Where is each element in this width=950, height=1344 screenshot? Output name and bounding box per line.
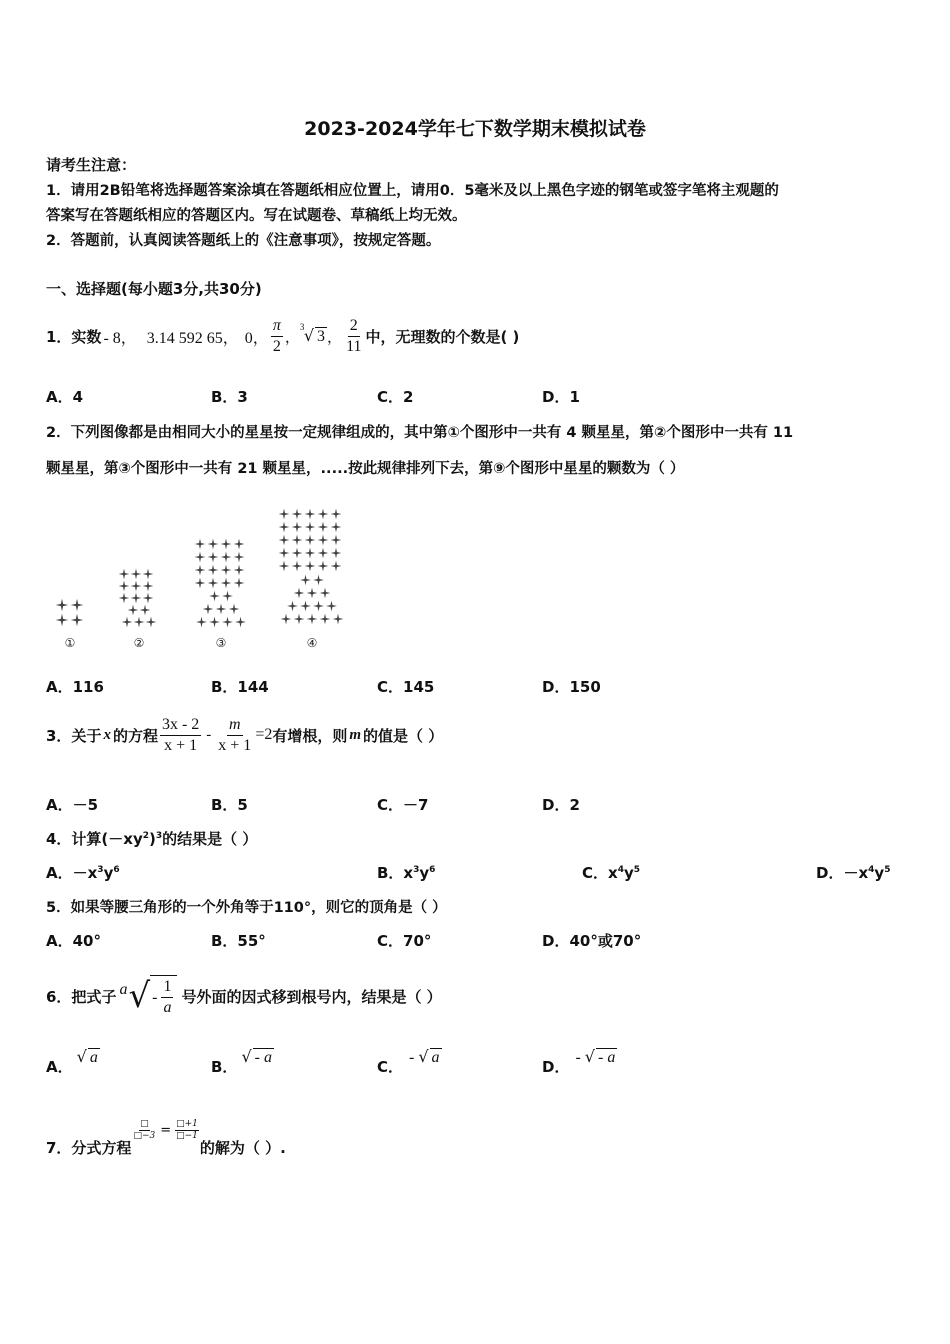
q4-b-y: y <box>419 864 430 882</box>
figure-label-1: ① <box>64 636 76 650</box>
star-mark <box>122 617 133 628</box>
star-mark <box>234 539 245 550</box>
q7-suffix: 的解为（ ）. <box>199 1139 286 1157</box>
star-mark <box>119 593 130 604</box>
q4-a-y: y <box>103 864 114 882</box>
q1-cube-root: 3 √ 3 <box>299 322 326 345</box>
star-mark <box>305 561 316 572</box>
q2-option-d[interactable]: D．150 <box>542 678 601 696</box>
q4-option-a[interactable] <box>46 862 120 883</box>
star-mark <box>326 601 337 612</box>
question-4 <box>46 828 257 849</box>
star-mark <box>234 552 245 563</box>
star-mark <box>292 548 303 559</box>
star-mark <box>216 604 227 615</box>
star-mark <box>307 588 318 599</box>
q4-a-exp2: 6 <box>113 865 120 875</box>
q4-sup-1: 2 <box>142 831 150 841</box>
star-mark <box>292 561 303 572</box>
q3-suffix-1: 有增根，则 <box>272 726 348 745</box>
q4-a-base: A．－x <box>46 864 98 882</box>
star-pattern <box>56 509 344 628</box>
star-mark <box>195 578 206 589</box>
star-mark <box>71 599 84 612</box>
q6-option-d[interactable] <box>542 1045 617 1077</box>
q3-suffix-2: 的值是（ ） <box>363 726 444 745</box>
star-mark <box>56 614 69 627</box>
star-mark <box>221 565 232 576</box>
q6-a-radicand: a <box>89 1049 98 1066</box>
q6-b-label: B． <box>211 1058 238 1076</box>
star-mark <box>287 601 298 612</box>
star-mark <box>131 581 142 592</box>
star-mark <box>313 575 324 586</box>
star-mark <box>128 605 139 616</box>
question-1 <box>46 304 519 368</box>
star-mark <box>203 604 214 615</box>
q6-c-radicand: a <box>431 1049 440 1066</box>
figure-label-3: ③ <box>215 636 227 650</box>
q4-b-base: B．x <box>377 864 414 882</box>
star-mark <box>119 581 130 592</box>
q1-neg8: - 8， <box>103 329 137 347</box>
star-mark <box>318 522 329 533</box>
q6-a-label: A． <box>46 1058 73 1076</box>
q1-comma-2: ， <box>327 327 343 346</box>
star-mark <box>208 578 219 589</box>
q6-suffix: 号外面的因式移到根号内，结果是（ ） <box>181 987 442 1006</box>
star-mark <box>279 509 290 520</box>
q7-l-num: □ <box>140 1119 149 1129</box>
q3-option-d[interactable]: D．2 <box>542 796 580 814</box>
q1-option-a[interactable]: A．4 <box>46 388 84 406</box>
star-mark <box>143 569 154 580</box>
q4-d-exp1: 4 <box>868 865 875 875</box>
q3-mid: 的方程 <box>112 726 158 745</box>
star-mark <box>208 565 219 576</box>
q7-r-num: □+1 <box>176 1119 198 1129</box>
star-mark <box>234 578 245 589</box>
notice-line-1: 1．请用2B铅笔将选择题答案涂填在答题纸相应位置上，请用0．5毫米及以上黑色字迹的钢笔或签字笔将主观题的 <box>46 183 779 199</box>
q4-b-exp2: 6 <box>429 865 436 875</box>
star-mark <box>305 548 316 559</box>
q2-option-b[interactable]: B．144 <box>211 678 269 696</box>
q6-c-sign: - <box>409 1049 415 1066</box>
q4-option-b[interactable] <box>377 862 435 883</box>
q1-pi-fraction <box>271 317 283 356</box>
star-mark <box>292 522 303 533</box>
q1-option-c[interactable]: C．2 <box>377 388 414 406</box>
q6-d-expr: - √ - a <box>575 1047 616 1066</box>
star-mark <box>209 591 220 602</box>
q2-option-c[interactable]: C．145 <box>377 678 435 696</box>
q3-f1-den: x + 1 <box>164 736 198 754</box>
q6-option-a[interactable] <box>46 1045 100 1077</box>
star-mark <box>281 614 292 625</box>
star-mark <box>221 552 232 563</box>
star-mark <box>131 593 142 604</box>
q4-c-exp2: 5 <box>633 865 640 875</box>
q1-option-d[interactable]: D．1 <box>542 388 580 406</box>
q6-prefix: 6．把式子 <box>46 987 117 1006</box>
star-mark <box>279 561 290 572</box>
star-mark <box>331 548 342 559</box>
q1-zero: 0， <box>244 329 269 347</box>
star-mark <box>279 548 290 559</box>
q5-option-d[interactable]: D．40°或70° <box>542 932 642 950</box>
q5-option-a[interactable]: A．40° <box>46 932 101 950</box>
star-mark <box>300 601 311 612</box>
q1-frac-den: 11 <box>346 337 362 355</box>
star-mark <box>292 509 303 520</box>
star-mark <box>208 539 219 550</box>
q4-d-base: D．－x <box>816 864 869 882</box>
star-mark <box>222 591 233 602</box>
q1-option-b[interactable]: B．3 <box>211 388 248 406</box>
star-mark <box>119 569 130 580</box>
q1-decimal: 3.14 592 65， <box>146 329 239 347</box>
q1-pi-den: 2 <box>272 337 281 355</box>
star-mark <box>318 561 329 572</box>
star-mark <box>333 614 344 625</box>
q6-b-radicand: - a <box>254 1049 272 1066</box>
star-mark <box>279 522 290 533</box>
star-mark <box>221 539 232 550</box>
q5-option-c[interactable]: C．70° <box>377 932 432 950</box>
q6-option-b[interactable] <box>211 1045 274 1077</box>
q4-stem-c: 的结果是（ ） <box>162 830 258 848</box>
q4-c-base: C．x <box>582 864 618 882</box>
star-mark <box>318 548 329 559</box>
q6-den: a <box>163 999 172 1016</box>
star-mark <box>294 614 305 625</box>
q3-option-b[interactable]: B．5 <box>211 796 248 814</box>
star-mark <box>307 614 318 625</box>
q3-var-m: m <box>349 726 362 743</box>
q1-comma-1: ， <box>284 327 300 346</box>
q1-pi-num: π <box>271 317 283 337</box>
q4-stem-a: 4．计算(－xy <box>46 830 143 848</box>
q1-suffix: 中，无理数的个数是( ) <box>365 327 520 346</box>
star-mark <box>234 565 245 576</box>
q6-a: a <box>119 981 128 998</box>
star-mark <box>294 588 305 599</box>
star-mark <box>229 604 240 615</box>
star-mark <box>134 617 145 628</box>
q4-b-exp1: 3 <box>413 865 420 875</box>
q4-stem-b: ) <box>149 830 156 848</box>
q2-star-figure <box>44 500 364 655</box>
star-mark <box>71 614 84 627</box>
q3-option-c[interactable]: C．－7 <box>377 796 429 814</box>
star-mark <box>292 535 303 546</box>
star-mark <box>208 552 219 563</box>
star-mark <box>131 569 142 580</box>
star-mark <box>222 617 233 628</box>
q2-stem-line-2: 颗星星，第③个图形中一共有 21 颗星星，.....按此规律排列下去，第⑨个图形中星星的颗数为（ ） <box>46 461 685 477</box>
star-mark <box>318 509 329 520</box>
page-title: 2023-2024学年七下数学期末模拟试卷 <box>304 118 646 140</box>
star-mark <box>143 581 154 592</box>
q4-d-exp2: 5 <box>884 865 891 875</box>
q1-frac-num: 2 <box>348 317 360 337</box>
q3-fraction-2 <box>216 716 253 755</box>
figure-label-4: ④ <box>306 636 318 650</box>
q6-d-radicand: - a <box>597 1049 616 1066</box>
q3-f1-num: 3x - 2 <box>160 716 201 736</box>
star-mark <box>195 565 206 576</box>
q6-c-expr: - √ a <box>409 1047 440 1066</box>
star-mark <box>279 535 290 546</box>
q1-prefix: 1．实数 <box>46 327 102 346</box>
q3-f2-num: m <box>227 716 243 736</box>
star-mark <box>305 535 316 546</box>
question-7 <box>46 1108 286 1158</box>
star-mark <box>313 601 324 612</box>
q3-minus: - <box>206 726 212 743</box>
star-mark <box>305 522 316 533</box>
q2-option-a[interactable]: A．116 <box>46 678 104 696</box>
q6-d-sign: - <box>575 1049 581 1066</box>
question-6 <box>46 960 442 1032</box>
q7-prefix: 7．分式方程 <box>46 1139 132 1157</box>
star-mark <box>56 599 69 612</box>
section-heading: 一、选择题(每小题3分,共30分) <box>46 280 262 298</box>
q1-cbrt-radicand: 3 <box>317 328 326 345</box>
q6-d-label: D． <box>542 1058 570 1076</box>
notice-line-1b: 答案写在答题纸相应的答题区内。写在试题卷、草稿纸上均无效。 <box>46 208 467 224</box>
q4-c-y: y <box>623 864 634 882</box>
star-mark <box>331 509 342 520</box>
q3-var-x: x <box>103 726 111 743</box>
q3-f2-den: x + 1 <box>218 736 252 754</box>
q6-radicand <box>150 975 177 1017</box>
q6-minus: - <box>152 988 158 1006</box>
star-mark <box>140 605 151 616</box>
q1-fraction <box>344 317 363 356</box>
q1-cbrt-index: 3 <box>299 322 305 332</box>
q3-option-a[interactable]: A．－5 <box>46 796 99 814</box>
notice-heading: 请考生注意： <box>46 156 137 174</box>
star-mark <box>143 593 154 604</box>
q6-num: 1 <box>161 978 173 998</box>
q3-prefix: 3．关于 <box>46 726 102 745</box>
star-mark <box>300 575 311 586</box>
q4-option-c[interactable] <box>582 862 640 883</box>
star-mark <box>195 539 206 550</box>
star-mark <box>331 535 342 546</box>
q7-left-fraction <box>132 1119 156 1142</box>
star-mark <box>196 617 207 628</box>
star-mark <box>221 578 232 589</box>
q4-a-exp1: 3 <box>97 865 104 875</box>
q3-fraction-1 <box>160 716 201 755</box>
star-mark <box>320 614 331 625</box>
star-mark <box>195 552 206 563</box>
star-mark <box>318 535 329 546</box>
star-mark <box>320 588 331 599</box>
q7-l-den: □−3 <box>133 1131 156 1141</box>
q6-radical-sign: √ <box>128 976 151 1016</box>
q6-a-expr: √ a <box>76 1047 98 1066</box>
q4-d-y: y <box>874 864 885 882</box>
q7-equation <box>131 1119 199 1142</box>
star-mark <box>146 617 157 628</box>
q7-right-fraction <box>175 1119 199 1142</box>
q5-stem: 5．如果等腰三角形的一个外角等于110°，则它的顶角是（ ） <box>46 900 447 916</box>
star-mark <box>331 522 342 533</box>
q6-option-c[interactable] <box>377 1045 442 1077</box>
q5-option-b[interactable]: B．55° <box>211 932 266 950</box>
q2-stem-line-1: 2．下列图像都是由相同大小的星星按一定规律组成的，其中第①个图形中一共有 4 颗星星，第②个图形中一共有 11 <box>46 425 794 441</box>
star-mark <box>305 509 316 520</box>
q7-equals: = <box>160 1123 172 1138</box>
star-mark <box>209 617 220 628</box>
q4-c-exp1: 4 <box>617 865 624 875</box>
notice-line-2: 2．答题前，认真阅读答题纸上的《注意事项》，按规定答题。 <box>46 233 441 249</box>
q6-fraction <box>161 978 173 1017</box>
q4-option-d[interactable] <box>816 862 890 883</box>
figure-label-2: ② <box>133 636 145 650</box>
star-mark <box>331 561 342 572</box>
q3-equals: =2 <box>255 726 273 743</box>
q4-sup-2: 3 <box>155 831 163 841</box>
q7-r-den: □−1 <box>176 1131 198 1141</box>
q6-b-expr: √ - a <box>241 1047 272 1066</box>
q6-c-label: C． <box>377 1058 404 1076</box>
star-mark <box>235 617 246 628</box>
question-3 <box>46 705 443 765</box>
